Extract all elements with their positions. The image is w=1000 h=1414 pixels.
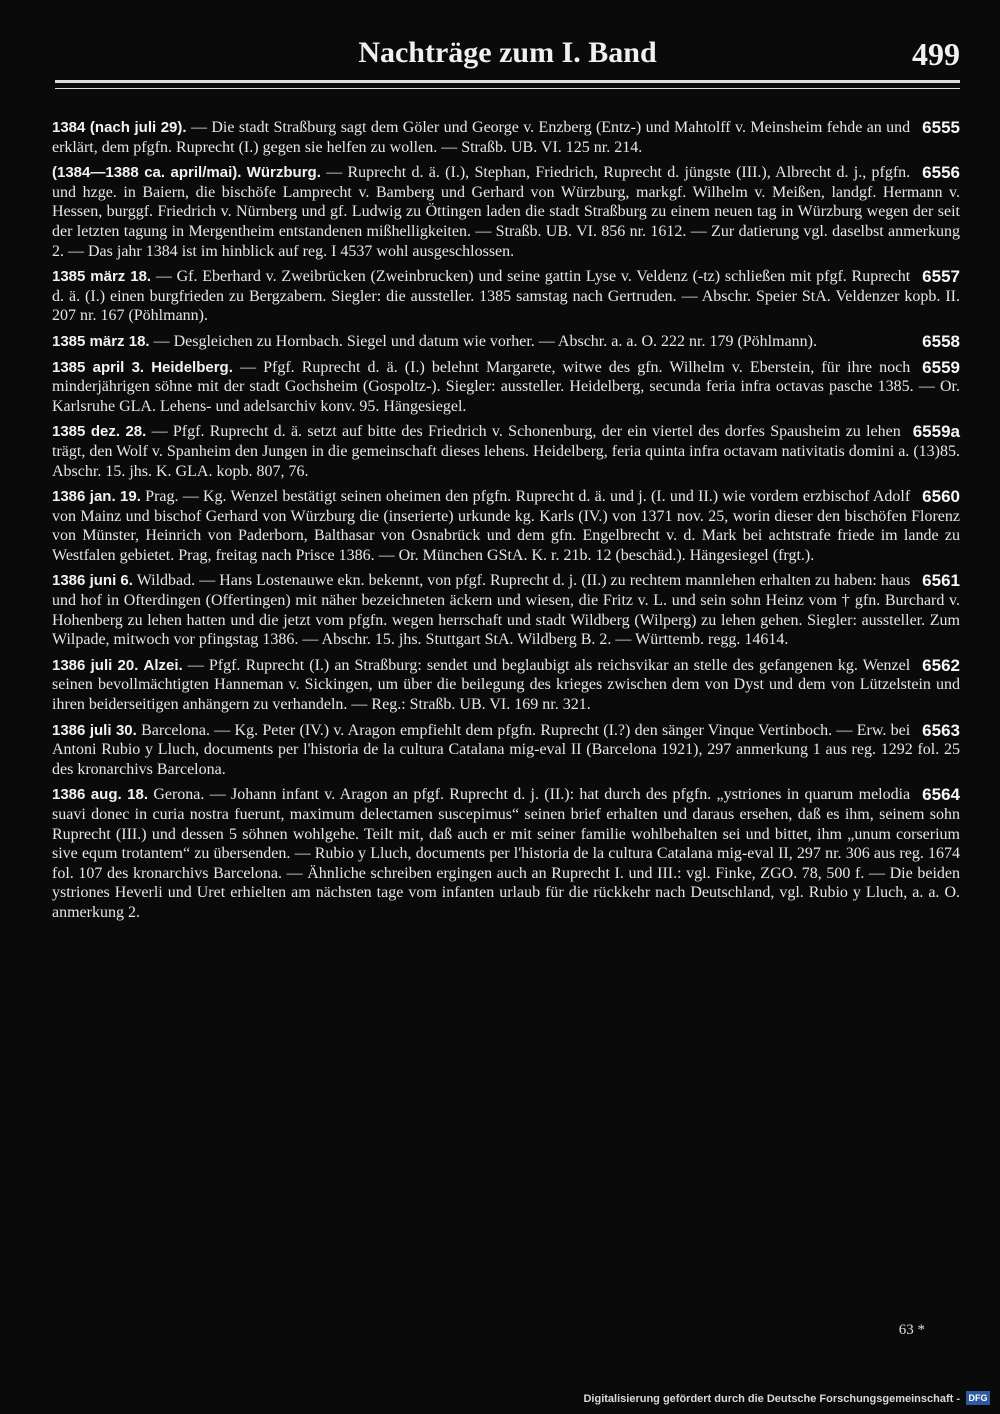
regest-number: 6564	[922, 785, 960, 805]
regest-text: Wildbad. — Hans Lostenauwe ekn. bekennt, von pfgf. Ruprecht d. j. (II.) zu rechtem mannlehen erhalten zu haben: haus und hof in Ofterdingen (Offertingen) mit näher bezeichneten äckern und wiesen, die Fritz v. L. und sein sohn Heinz vom † gfn. Burchard v. Hohenberg zu lehen hatten und die jetzt vom pfgfn. wegen herrschaft und stadt Wildberg (Wilperg) zu lehen gehen. Siegler: aussteller. Zum Wilpade, mitwoch vor pfingstag 1386. — Abschr. 15. jhs. Stuttgart StA. Wildberg B. 2. — Württemb. regg. 14614.	[52, 572, 960, 649]
regest-date: 1384 (nach juli 29).	[52, 119, 187, 136]
regest-number: 6560	[922, 487, 960, 507]
regest-date: 1386 aug. 18.	[52, 786, 148, 804]
regest-entry	[52, 656, 960, 715]
regest-entry	[52, 118, 960, 157]
regest-text: — Die stadt Straßburg sagt dem Göler und George v. Enzberg (Entz-) und Mahtolff v. Meinsheim fehde an und erklärt, dem pfgfn. Ruprecht (I.) gegen sie helfen zu wollen. — Straßb. UB. VI. 125 nr. 214.	[52, 119, 911, 156]
regest-date: 1386 jan. 19.	[52, 488, 141, 506]
regest-text: — Pfgf. Ruprecht (I.) an Straßburg: sendet und beglaubigt als reichsvikar an stelle des gefangenen kg. Wenzel seinen bevollmächtigten Hanneman v. Sickingen, um über die beilegung des krieges zwischen dem von Dyst und dem von Lützelstein und ihren beiderseitigen anhängern zu verhandeln. — Reg.: Straßb. UB. VI. 169 nr. 321.	[52, 656, 960, 714]
regest-place: Würzburg.	[246, 164, 321, 182]
regest-number: 6556	[922, 163, 960, 183]
regest-text: — Pfgf. Ruprecht d. ä. setzt auf bitte des Friedrich v. Schonenburg, der ein viertel des dorfes Spausheim zu lehen trägt, den Wolf v. Spanheim den Jungen in die gemeinschaft dieses lehens. Heidelberg, feria quinta infra octavam nativitatis domini a. (13)85. Abschr. 15. jhs. K. GLA. kopb. 807, 76.	[52, 423, 960, 480]
regest-entry	[52, 332, 960, 352]
regest-number: 6559	[922, 357, 960, 377]
regest-number: 6561	[922, 571, 960, 591]
regest-entry	[52, 422, 960, 481]
regest-date: 1386 juli 20.	[52, 656, 139, 674]
regest-entry	[52, 487, 960, 565]
regest-date: 1386 juni 6.	[52, 572, 133, 590]
regest-text: — Pfgf. Ruprecht d. ä. (I.) belehnt Margarete, witwe des gfn. Wilhelm v. Eberstein, für ihre noch minderjährigen söhne mit der stadt Gochsheim (Gospoltz-). Siegler: aussteller. Heidelberg, secunda feria infra octavas pasche 1385. — Or. Karlsruhe GLA. Lehens- und adelsarchiv konv. 95. Hängesiegel.	[52, 358, 960, 415]
regest-entry	[52, 267, 960, 326]
page-title: Nachträge zum I. Band	[358, 36, 657, 69]
regest-date: 1385 dez. 28.	[52, 423, 147, 441]
regest-number: 6562	[922, 655, 960, 675]
regest-date: 1385 märz 18.	[52, 332, 150, 350]
regest-date: 1386 juli 30.	[52, 721, 137, 739]
regest-text: Prag. — Kg. Wenzel bestätigt seinen oheimen den pfgfn. Ruprecht d. ä. und j. (I. und II.) wie vordem erzbischof Adolf von Mainz und bischof Gerhard von Würzburg die (inserierte) urkunde kg. Karls (IV.) von 1371 nov. 25, worin dieser den bischöfen Florenz von Münster, Heinrich von Paderborn, Balthasar von Osnabrück und dem gfn. Engelbrecht v. d. Mark bei achtstrafe friede im lande zu Westfalen gebietet. Prag, freitag nach Prisce 1386. — Or. München GStA. K. r. 21b. 12 (beschäd.). Hängesiegel (frgt.).	[52, 488, 960, 564]
regest-text: Barcelona. — Kg. Peter (IV.) v. Aragon empfiehlt dem pfgfn. Ruprecht (I.?) den sänger Vinque Vertinboch. — Erw. bei Antoni Rubio y Lluch, documents per l'historia de la cultura Catalana mig-eval II (Barcelona 1921), 297 anmerkung 1 aus reg. 1292 fol. 25 des kronarchivs Barcelona.	[52, 721, 960, 778]
regest-text: — Gf. Eberhard v. Zweibrücken (Zweinbrucken) und seine gattin Lyse v. Veldenz (-tz) schließen mit pfgf. Ruprecht d. ä. (I.) einen burgfrieden zu Bergzabern. Siegler: die aussteller. 1385 samstag nach Gertruden. — Abschr. Speier StA. Veldenzer kopb. II. 207 nr. 167 (Pöhlmann).	[52, 268, 960, 325]
header-rule-thin	[55, 88, 960, 89]
regest-text: Gerona. — Johann infant v. Aragon an pfgf. Ruprecht d. j. (II.): hat durch des pfgfn. „ystriones in quarum melodia suavi donec in curia nostra fuerunt, maximum delectamen suscepimus“ seinen brief erhalten und daraus ersehen, daß es ihm, seinem sohn Ruprecht (III.) und dessen 5 söhnen wohlgehe. Teilt mit, daß auch er mit seiner familie wohlbehalten sei und bittet, ihm „unum corserium sive equm trotantem“ zu übersenden. — Rubio y Lluch, documents per l'historia de la cultura Catalana mig-eval II, 297 nr. 306 aus reg. 1674 fol. 107 des kronarchivs Barcelona. — Ähnliche schreiben ergingen auch an Ruprecht I. und III.: vgl. Finke, ZGO. 78, 500 f. — Die beiden ystriones Heverli und Uret erhielten am nächsten tage vom infanten urlaub für die rückkehr nach Deutschland, vgl. Rubio y Lluch, a. a. O. anmerkung 2.	[52, 786, 960, 921]
regest-entry	[52, 721, 960, 780]
page-header	[55, 36, 960, 80]
digitization-footer	[0, 1388, 1000, 1414]
footer-credit: Digitalisierung gefördert durch die Deutsche Forschungsgemeinschaft -	[583, 1393, 960, 1405]
regest-entry	[52, 785, 960, 922]
regest-entry	[52, 358, 960, 417]
regest-text: — Ruprecht d. ä. (I.), Stephan, Friedrich, Ruprecht d. jüngste (III.), Albrecht d. j., pfgfn. und hzge. in Baiern, die bischöfe Lamprecht v. Bamberg und Gerhard von Würzburg, markgf. Wilhelm v. Meißen, landgf. Hermann v. Hessen, burggf. Friedrich v. Nürnberg und gf. Ludwig zu Öttingen laden die stadt Straßburg zu einem neuen tag in Würzburg wegen der seit der letzten tagung in Mergentheim entstandenen mißhelligkeiten. — Straßb. UB. VI. 856 nr. 1612. — Zur datierung vgl. daselbst anmerkung 2. — Das jahr 1384 ist im hinblick auf reg. I 4537 wohl ausgeschlossen.	[52, 164, 960, 260]
regesta-entries	[52, 118, 960, 929]
regest-date: 1385 märz 18.	[52, 268, 152, 286]
regest-date: 1385 april 3.	[52, 358, 145, 376]
regest-text: — Desgleichen zu Hornbach. Siegel und datum wie vorher. — Abschr. a. a. O. 222 nr. 179 (Pöhlmann).	[153, 332, 817, 350]
regest-number: 6555	[922, 118, 960, 137]
printer-signature: 63 *	[898, 1322, 925, 1338]
regest-entry	[52, 571, 960, 649]
regest-number: 6563	[922, 720, 960, 740]
page-number: 499	[912, 36, 960, 72]
regest-number: 6558	[922, 331, 960, 351]
regest-place: Heidelberg.	[151, 358, 233, 376]
header-rule-thick	[55, 80, 960, 83]
regest-place: Alzei.	[143, 656, 183, 674]
regest-number: 6559a	[912, 422, 960, 442]
dfg-logo-icon: DFG	[966, 1391, 990, 1405]
regest-number: 6557	[922, 267, 960, 287]
regest-date: (1384—1388 ca. april/mai).	[52, 164, 242, 182]
regest-entry	[52, 163, 960, 261]
